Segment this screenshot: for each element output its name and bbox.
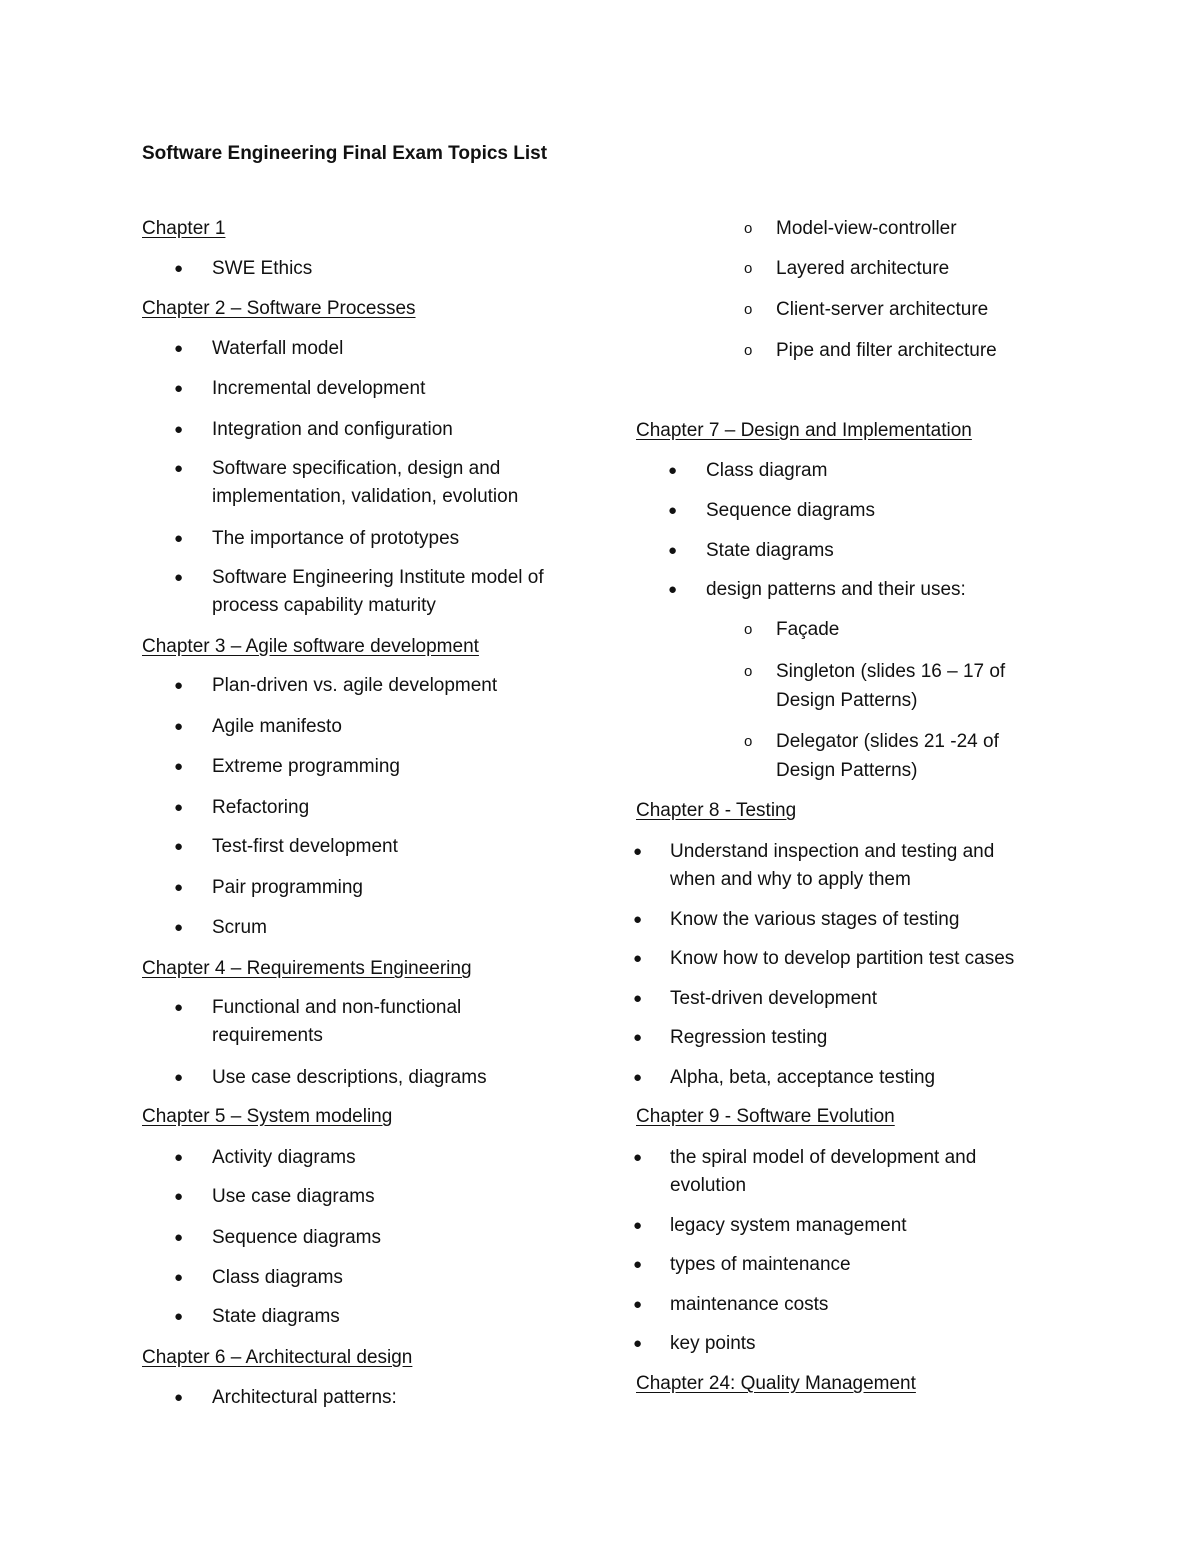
list-item: Waterfall model (212, 338, 344, 359)
chapter-2-heading: Chapter 2 – Software Processes (142, 298, 416, 319)
bullet-icon: ● (174, 999, 184, 1016)
chapter-6-heading: Chapter 6 – Architectural design (142, 1347, 413, 1368)
sub-list-item: Delegator (slides 21 -24 of (776, 731, 999, 752)
list-item: Class diagrams (212, 1267, 343, 1288)
circle-bullet-icon: o (744, 342, 753, 359)
bullet-icon: ● (174, 1229, 184, 1246)
sub-list-item: Façade (776, 619, 840, 640)
list-item: Test-first development (212, 836, 398, 857)
circle-bullet-icon: o (744, 220, 753, 237)
list-item: Regression testing (670, 1027, 828, 1048)
list-item: Plan-driven vs. agile development (212, 675, 498, 696)
chapter-24-heading: Chapter 24: Quality Management (636, 1373, 916, 1394)
list-item: the spiral model of development and (670, 1147, 977, 1168)
list-item: Know how to develop partition test cases (670, 948, 1015, 969)
bullet-icon: ● (174, 421, 184, 438)
list-item: Alpha, beta, acceptance testing (670, 1067, 936, 1088)
circle-bullet-icon: o (744, 301, 753, 318)
list-item: maintenance costs (670, 1294, 829, 1315)
list-item: Know the various stages of testing (670, 909, 960, 930)
circle-bullet-icon: o (744, 663, 753, 680)
list-item: Sequence diagrams (706, 500, 875, 521)
sub-list-item: Model-view-controller (776, 218, 957, 239)
list-item: Extreme programming (212, 756, 400, 777)
list-item: Use case descriptions, diagrams (212, 1067, 487, 1088)
bullet-icon: ● (668, 502, 678, 519)
list-item: Agile manifesto (212, 716, 342, 737)
sub-list-item-continuation: Design Patterns) (776, 760, 918, 781)
list-item: State diagrams (212, 1306, 340, 1327)
list-item: SWE Ethics (212, 258, 313, 279)
bullet-icon: ● (174, 569, 184, 586)
bullet-icon: ● (633, 1296, 643, 1313)
list-item: Use case diagrams (212, 1186, 375, 1207)
list-item: Integration and configuration (212, 419, 453, 440)
list-item-continuation: process capability maturity (212, 595, 436, 616)
bullet-icon: ● (633, 1029, 643, 1046)
chapter-9-heading: Chapter 9 - Software Evolution (636, 1106, 895, 1127)
chapter-4-heading: Chapter 4 – Requirements Engineering (142, 958, 472, 979)
list-item: Architectural patterns: (212, 1387, 397, 1408)
sub-list-item: Client-server architecture (776, 299, 989, 320)
bullet-icon: ● (668, 542, 678, 559)
list-item: Pair programming (212, 877, 363, 898)
list-item: Functional and non-functional (212, 997, 462, 1018)
list-item: The importance of prototypes (212, 528, 460, 549)
bullet-icon: ● (174, 758, 184, 775)
list-item-continuation: evolution (670, 1175, 747, 1196)
list-item: types of maintenance (670, 1254, 851, 1275)
list-item-continuation: implementation, validation, evolution (212, 486, 519, 507)
list-item: design patterns and their uses: (706, 579, 966, 600)
sub-list-item: Layered architecture (776, 258, 950, 279)
bullet-icon: ● (174, 799, 184, 816)
list-item: Refactoring (212, 797, 310, 818)
page-title: Software Engineering Final Exam Topics List (142, 143, 548, 164)
bullet-icon: ● (174, 530, 184, 547)
circle-bullet-icon: o (744, 621, 753, 638)
bullet-icon: ● (174, 919, 184, 936)
bullet-icon: ● (633, 1069, 643, 1086)
chapter-5-heading: Chapter 5 – System modeling (142, 1106, 393, 1127)
list-item: legacy system management (670, 1215, 907, 1236)
list-item-continuation: requirements (212, 1025, 323, 1046)
list-item: Scrum (212, 917, 267, 938)
bullet-icon: ● (174, 1149, 184, 1166)
chapter-7-heading: Chapter 7 – Design and Implementation (636, 420, 972, 441)
list-item: State diagrams (706, 540, 834, 561)
circle-bullet-icon: o (744, 733, 753, 750)
bullet-icon: ● (633, 1335, 643, 1352)
list-item: Software specification, design and (212, 458, 501, 479)
bullet-icon: ● (633, 1149, 643, 1166)
list-item: Sequence diagrams (212, 1227, 381, 1248)
bullet-icon: ● (174, 460, 184, 477)
bullet-icon: ● (633, 950, 643, 967)
list-item: Software Engineering Institute model of (212, 567, 544, 588)
bullet-icon: ● (174, 677, 184, 694)
chapter-1-heading: Chapter 1 (142, 218, 226, 239)
bullet-icon: ● (174, 1308, 184, 1325)
bullet-icon: ● (174, 1069, 184, 1086)
list-item: Class diagram (706, 460, 828, 481)
bullet-icon: ● (633, 990, 643, 1007)
circle-bullet-icon: o (744, 260, 753, 277)
bullet-icon: ● (174, 838, 184, 855)
chapter-3-heading: Chapter 3 – Agile software development (142, 636, 479, 657)
list-item: Understand inspection and testing and (670, 841, 995, 862)
bullet-icon: ● (174, 260, 184, 277)
bullet-icon: ● (668, 581, 678, 598)
list-item: Activity diagrams (212, 1147, 356, 1168)
bullet-icon: ● (174, 1269, 184, 1286)
list-item: Test-driven development (670, 988, 877, 1009)
bullet-icon: ● (668, 462, 678, 479)
list-item: Incremental development (212, 378, 426, 399)
bullet-icon: ● (633, 1217, 643, 1234)
list-item-continuation: when and why to apply them (670, 869, 911, 890)
bullet-icon: ● (174, 1389, 184, 1406)
sub-list-item: Singleton (slides 16 – 17 of (776, 661, 1006, 682)
chapter-8-heading: Chapter 8 - Testing (636, 800, 797, 821)
bullet-icon: ● (633, 911, 643, 928)
bullet-icon: ● (633, 843, 643, 860)
bullet-icon: ● (633, 1256, 643, 1273)
bullet-icon: ● (174, 380, 184, 397)
bullet-icon: ● (174, 340, 184, 357)
sub-list-item: Pipe and filter architecture (776, 340, 997, 361)
bullet-icon: ● (174, 1188, 184, 1205)
sub-list-item-continuation: Design Patterns) (776, 690, 918, 711)
bullet-icon: ● (174, 879, 184, 896)
bullet-icon: ● (174, 718, 184, 735)
list-item: key points (670, 1333, 756, 1354)
